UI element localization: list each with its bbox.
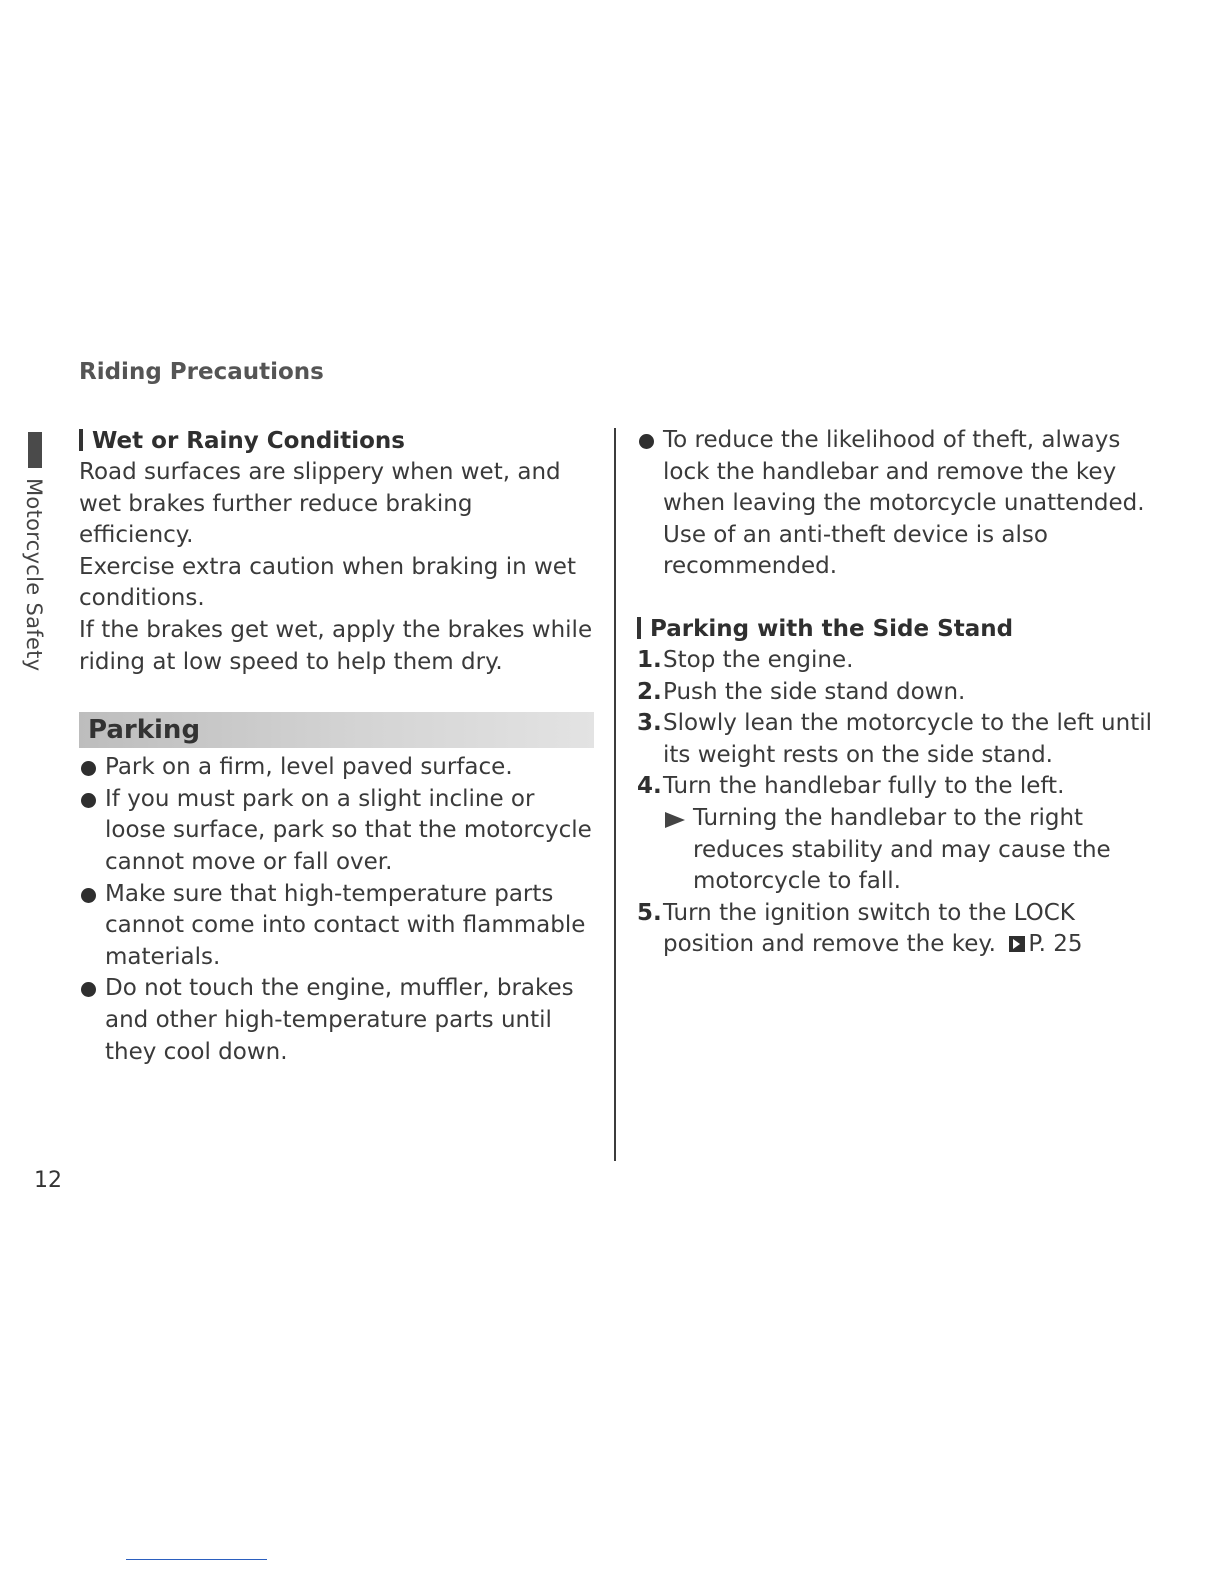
theft-bullet — [637, 425, 1157, 583]
step-2-text: Push the side stand down. — [663, 678, 966, 705]
wet-paragraph-3: If the brakes get wet, apply the brakes while riding at low speed to help them dry. — [79, 616, 593, 675]
parking-bullet-list — [79, 752, 594, 1068]
step-1-text: Stop the engine. — [663, 646, 854, 673]
step-1 — [637, 645, 1157, 677]
step-3-text: Slowly lean the motorcycle to the left until its weight rests on the side stand. — [663, 710, 1153, 768]
parking-bullet-3: Make sure that high-temperature parts cannot come into contact with flammable materials. — [79, 879, 594, 974]
step-4-text: Turn the handlebar fully to the left. — [663, 773, 1065, 800]
handlebar-note-text: Turning the handlebar to the right reduces stability and may cause the motorcycle to fall. — [693, 804, 1111, 895]
theft-bullet-continuation: Use of an anti-theft device is also recommended. — [663, 521, 1048, 580]
step-3-number: 3. — [637, 710, 662, 737]
wet-paragraph-2: Exercise extra caution when braking in wet conditions. — [79, 553, 576, 612]
theft-bullet-list — [637, 425, 1157, 583]
section-title: Riding Precautions — [79, 359, 324, 385]
theft-bullet-text: To reduce the likelihood of theft, always lock the handlebar and remove the key when leaving the motorcycle unattended. — [663, 427, 1145, 517]
parking-bullet-4: Do not touch the engine, muffler, brakes and other high-temperature parts until they cool down. — [79, 973, 594, 1068]
page-number: 12 — [34, 1168, 62, 1193]
step-4-number: 4. — [637, 773, 662, 800]
handlebar-note — [663, 803, 1157, 898]
step-5-number: 5. — [637, 899, 662, 926]
step-2 — [637, 677, 1157, 709]
page-reference-icon — [1009, 936, 1025, 952]
parking-bullet-1: Park on a firm, level paved surface. — [79, 752, 594, 784]
side-stand-steps — [637, 645, 1157, 961]
wet-conditions-heading: Wet or Rainy Conditions — [79, 425, 594, 457]
footer-rule — [126, 1559, 267, 1560]
side-tab-label: Motorcycle Safety — [22, 478, 46, 672]
step-5 — [637, 898, 1157, 961]
page-reference-link[interactable]: P. 25 — [1028, 931, 1083, 958]
step-2-number: 2. — [637, 678, 662, 705]
right-column — [637, 425, 1157, 961]
column-divider — [614, 428, 616, 1161]
parking-section-banner: Parking — [79, 712, 594, 748]
step-1-number: 1. — [637, 646, 662, 673]
wet-paragraph-1: Road surfaces are slippery when wet, and wet brakes further reduce braking efficiency. — [79, 459, 561, 549]
arrow-right-icon — [665, 812, 685, 828]
step-3 — [637, 708, 1157, 771]
side-tab-marker — [28, 432, 42, 468]
step-5-text: Turn the ignition switch to the LOCK position and remove the key. — [663, 899, 1075, 958]
step-4 — [637, 771, 1157, 897]
left-column — [79, 425, 594, 1068]
side-stand-heading: Parking with the Side Stand — [637, 613, 1157, 645]
parking-bullet-2: If you must park on a slight incline or loose surface, park so that the motorcycle cannot move or fall over. — [79, 784, 594, 879]
